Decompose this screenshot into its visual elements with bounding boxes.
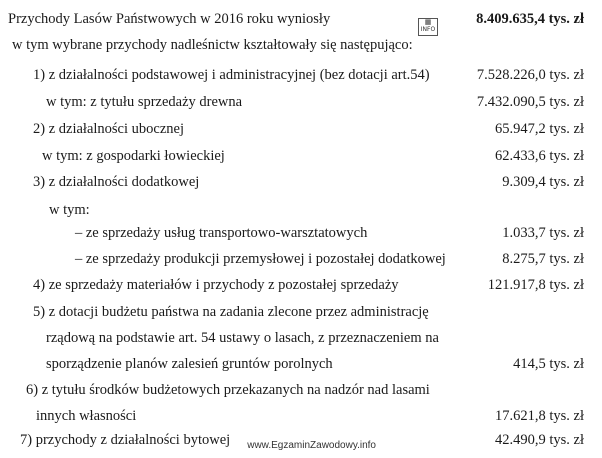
item-5-line-2: rządową na podstawie art. 54 ustawy o lasach, z przeznaczeniem na: [46, 330, 439, 346]
item-6-line-1: 6) z tytułu środków budżetowych przekazanych na nadzór nad lasami: [26, 382, 430, 398]
item-3-sub-heading: w tym:: [49, 202, 90, 218]
item-5-line-1: 5) z dotacji budżetu państwa na zadania zlecone przez administrację: [33, 304, 429, 320]
total-income-value: 8.409.635,4 tys. zł: [476, 11, 584, 27]
item-1-value: 7.528.226,0 tys. zł: [476, 67, 584, 83]
item-3-value: 9.309,4 tys. zł: [502, 174, 584, 190]
watermark: www.EgzaminZawodowy.info: [247, 440, 376, 451]
document-title: Przychody Lasów Państwowych w 2016 roku wyniosły: [8, 11, 331, 27]
document-subtitle: w tym wybrane przychody nadleśnictw kształtowały się następująco:: [12, 37, 413, 53]
item-1-sub-value: 7.432.090,5 tys. zł: [476, 94, 584, 110]
item-2-label: 2) z działalności ubocznej: [33, 121, 184, 137]
info-icon: ▦ INFO: [418, 18, 438, 36]
item-1-label: 1) z działalności podstawowej i administracyjnej (bez dotacji art.54): [33, 67, 430, 83]
item-6-line-2: innych własności: [36, 408, 137, 424]
item-5-line-3: sporządzenie planów zalesień gruntów porolnych: [46, 356, 333, 372]
item-3-sub-a-value: 1.033,7 tys. zł: [502, 225, 584, 241]
item-4-label: 4) ze sprzedaży materiałów i przychody z pozostałej sprzedaży: [33, 277, 399, 293]
item-3-sub-b-label: – ze sprzedaży produkcji przemysłowej i pozostałej dodatkowej: [75, 251, 446, 267]
item-7-label: 7) przychody z działalności bytowej: [20, 432, 231, 448]
item-4-value: 121.917,8 tys. zł: [487, 277, 584, 293]
item-7-value: 42.490,9 tys. zł: [494, 432, 584, 448]
item-3-sub-b-value: 8.275,7 tys. zł: [502, 251, 584, 267]
item-5-value: 414,5 tys. zł: [513, 356, 584, 372]
item-2-sub-value: 62.433,6 tys. zł: [494, 148, 584, 164]
item-2-sub-label: w tym: z gospodarki łowieckiej: [42, 148, 225, 164]
item-1-sub-label: w tym: z tytułu sprzedaży drewna: [46, 94, 243, 110]
item-2-value: 65.947,2 tys. zł: [494, 121, 584, 137]
item-6-value: 17.621,8 tys. zł: [494, 408, 584, 424]
item-3-sub-a-label: – ze sprzedaży usług transportowo-warsztatowych: [75, 225, 368, 241]
item-3-label: 3) z działalności dodatkowej: [33, 174, 200, 190]
